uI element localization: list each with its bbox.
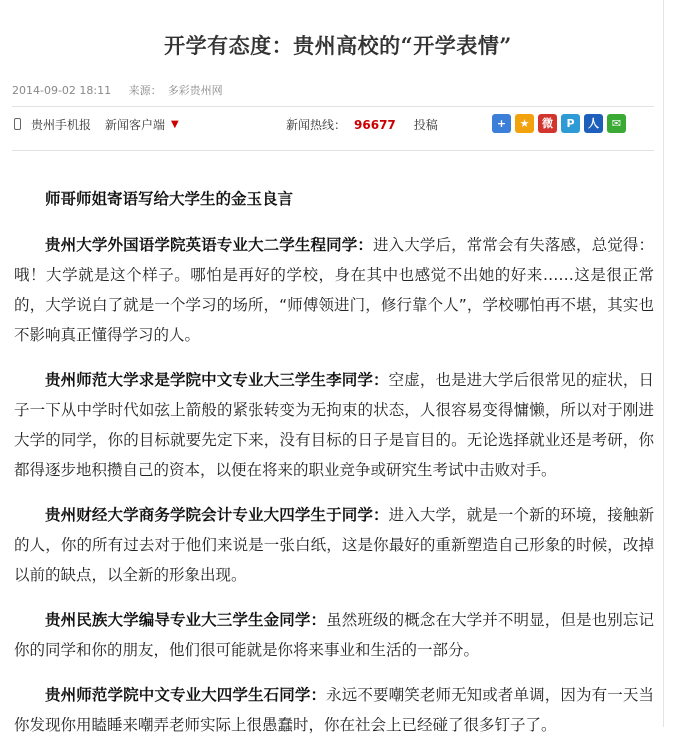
article-title: 开学有态度：贵州高校的“开学表情” [164, 33, 512, 58]
article-body [14, 184, 654, 755]
chevron-down-icon[interactable]: ▼ [171, 118, 179, 130]
paragraph [14, 365, 654, 485]
speaker: 贵州财经大学商务学院会计专业大四学生于同学： [45, 506, 389, 524]
share-wechat-icon[interactable]: ✉ [607, 114, 626, 133]
mobile-phone-icon [14, 118, 21, 130]
share-weibo-icon[interactable]: 微 [538, 114, 557, 133]
toolbar-top-divider [12, 106, 654, 107]
paragraph-text: 空虚，也是进大学后很常见的症状，日子一下从中学时代如弦上箭般的紧张转变为无拘束的状态，人很容易变得慵懒，所以对于刚进大学的同学，你的目标就要先定下来，没有目标的日子是盲目的。无论选择就业还是考研，你都得逐步地积攒自己的资本，以便在将来的职业竞争或研究生考试中击败对手。 [14, 371, 654, 479]
page-right-border [663, 0, 664, 727]
share-tencent-weibo-icon[interactable]: P [561, 114, 580, 133]
publish-date: 2014-09-02 18:11 [12, 84, 112, 97]
news-client-link[interactable]: 新闻客户端 [105, 117, 166, 132]
speaker: 贵州民族大学编导专业大三学生金同学： [45, 611, 327, 629]
speaker: 贵州大学外国语学院英语专业大二学生程同学： [45, 236, 373, 254]
hotline [286, 116, 438, 133]
hotline-number: 96677 [354, 117, 396, 132]
paragraph-text: 进入大学后，常常会有失落感，总觉得：哦！大学就是这个样子。哪怕是再好的学校，身在其中也感觉不出她的好来……这是很正常的，大学说白了就是一个学习的场所，“师傅领进门，修行靠个人”，学校哪怕再不堪，其实也不影响真正懂得学习的人。 [14, 236, 654, 344]
hotline-label: 新闻热线： [286, 117, 347, 132]
share-qzone-icon[interactable]: ★ [515, 114, 534, 133]
source-name[interactable]: 多彩贵州网 [167, 84, 223, 97]
toolbar-bottom-divider [12, 150, 654, 151]
speaker: 贵州师范学院中文专业大四学生石同学： [45, 686, 327, 704]
paragraph-text: 进入大学，就是一个新的环境，接触新的人，你的所有过去对于他们来说是一张白纸，这是你最好的重新塑造自己形象的时候，改掉以前的缺点，以全新的形象出现。 [14, 506, 654, 584]
article-meta [12, 82, 223, 98]
paragraph [14, 680, 654, 740]
paragraph [14, 605, 654, 665]
contribute-link[interactable]: 投稿 [413, 117, 438, 132]
paragraph [14, 230, 654, 350]
share-more-icon[interactable]: + [492, 114, 511, 133]
share-bar [492, 114, 626, 133]
article-subtitle: 师哥师姐寄语写给大学生的金玉良言 [45, 190, 294, 208]
paragraph-text: 虽然班级的概念在大学并不明显，但是也别忘记你的同学和你的朋友，他们很可能就是你将来事业和生活的一部分。 [14, 611, 654, 659]
mobile-paper-link[interactable]: 贵州手机报 [31, 117, 92, 132]
paragraph [14, 500, 654, 590]
paragraph-text: 永远不要嘲笑老师无知或者单调，因为有一天当你发现你用瞌睡来嘲弄老师实际上很愚蠢时，你在社会上已经碰了很多钉子了。 [14, 686, 654, 734]
article-toolbar [14, 108, 654, 140]
source-label: 来源： [128, 84, 162, 97]
share-renren-icon[interactable]: 人 [584, 114, 603, 133]
speaker: 贵州师范大学求是学院中文专业大三学生李同学： [45, 371, 389, 389]
